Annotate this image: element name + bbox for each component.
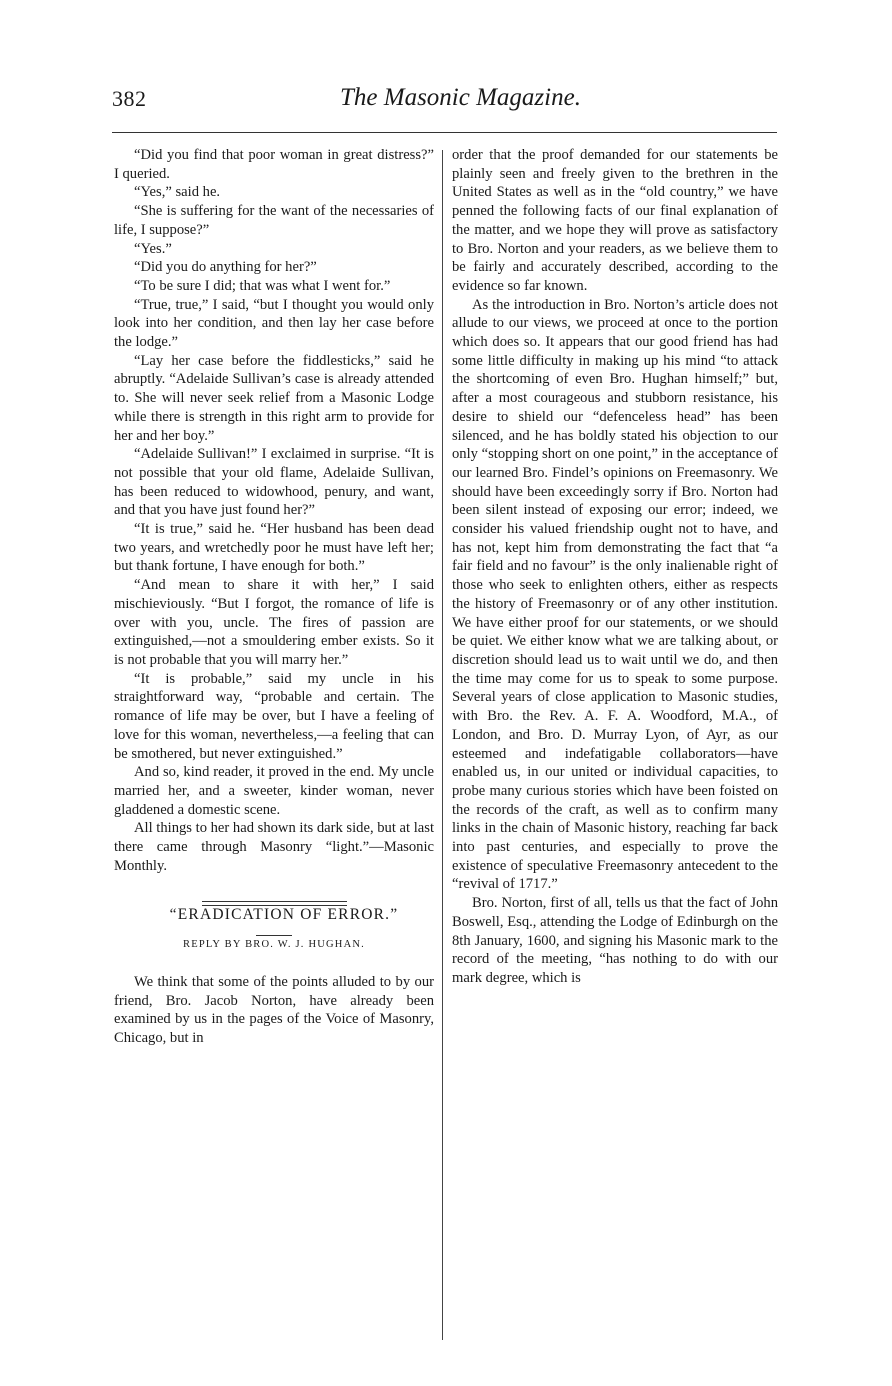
right-column bbox=[452, 146, 778, 988]
left-column bbox=[114, 146, 434, 1048]
paragraph: “Adelaide Sullivan!” I exclaimed in surprise. “It is not possible that your old flame, Adelaide Sullivan, has been reduced to widowhood, penury, and want, and that you have just found her?” bbox=[114, 446, 434, 519]
paragraph: And so, kind reader, it proved in the end. My uncle married her, and a sweeter, kinder woman, never gladdened a domestic scene. bbox=[114, 764, 434, 818]
paragraph: “Yes,” said he. bbox=[134, 184, 221, 201]
paragraph: “To be sure I did; that was what I went for.” bbox=[134, 277, 391, 294]
paragraph: order that the proof demanded for our statements be plainly seen and freely given to the brethren in the United States as well as in the “old country,” we have penned the following facts of our final explanation of the matter, and we hope they will prove as satisfactory to Bro. Norton and your readers, as we believe them to be fairly and accurately described, according to the evidence so far known. bbox=[452, 147, 778, 294]
paragraph: “It is probable,” said my uncle in his straightforward way, “probable and certain. The romance of life may be over, but I have a feeling of love for this woman, nevertheless,—a feeling that can be smothered, but never extinguished.” bbox=[114, 670, 434, 762]
paragraph: “Did you do anything for her?” bbox=[134, 259, 317, 276]
paragraph: “Lay her case before the fiddlesticks,” said he abruptly. “Adelaide Sullivan’s case is already attended to. She will never seek relief from a Masonic Lodge while there is strength in this right arm to provide for her and her boy.” bbox=[114, 352, 434, 444]
paragraph: “And mean to share it with her,” I said mischieviously. “But I forgot, the romance of life is over with you, uncle. The fires of passion are extinguished,—not a smouldering ember exists. So it is not probable that you will marry her.” bbox=[114, 577, 434, 668]
paragraph: “Yes.” bbox=[134, 240, 172, 257]
byline: REPLY BY BRO. W. J. HUGHAN. bbox=[183, 939, 365, 951]
paragraph: “She is suffering for the want of the necessaries of life, I suppose?” bbox=[114, 203, 434, 238]
paragraph: “It is true,” said he. “Her husband has been dead two years, and wretchedly poor he must have left her; but thank fortune, I have enough for both.” bbox=[114, 521, 434, 575]
paragraph: All things to her had shown its dark side, but at last there came through Masonry “light.”—Masonic Monthly. bbox=[114, 820, 434, 874]
article-title: “ERADICATION OF ERROR.” bbox=[169, 906, 399, 924]
header-rule bbox=[112, 132, 777, 133]
column-divider bbox=[442, 150, 443, 1340]
running-title: The Masonic Magazine. bbox=[340, 84, 581, 111]
paragraph: “True, true,” I said, “but I thought you would only look into her condition, and then lay her case before the lodge.” bbox=[114, 296, 434, 351]
paragraph: “Did you find that poor woman in great distress?” I queried. bbox=[114, 147, 434, 182]
intro-paragraph: We think that some of the points alluded to by our friend, Bro. Jacob Norton, have already been examined by us in the pages of the Voice of Masonry, Chicago, but in bbox=[114, 973, 434, 1046]
paragraph: Bro. Norton, first of all, tells us that the fact of John Boswell, Esq., attending the Lodge of Edinburgh on the 8th January, 1600, and signing his Masonic mark to the record of the meeting, “has nothing to do with our mark degree, which is bbox=[452, 895, 778, 986]
page-number: 382 bbox=[112, 86, 147, 111]
paragraph: As the introduction in Bro. Norton’s article does not allude to our views, we proceed at once to the portion which does so. It appears that our good friend has had some little difficulty in making up his mind “to attack the shortcoming of even Bro. Hughan himself;” but, after a most courageous and stubborn resistance, his desire to shield our “defenceless head” has been silenced, and he has boldly stated his objection to our only “stopping short on one point,” in the acceptance of our learned Bro. Findel’s opinions on Freemasonry. We should have been exceedingly sorry if Bro. Norton had been silent instead of exposing our error; indeed, we consider his valued friendship ought not to have, and has not, kept him from demonstrating the fact that “a fair field and no favour” is the only inalienable right of those who seek to enlighten others, either as respects the history of Freemasonry or of any other institution. We have either proof for our statements, or we should be quiet. We either know what we are talking about, or discretion should lead us to wait until we do, and then the time may come for us to speak to some purpose. Several years of close application to Masonic studies, with Bro. the Rev. A. F. A. Woodford, M.A., of London, and Bro. D. Murray Lyon, of Ayr, as our esteemed and indefatigable collaborators—have enabled us, in our united or individual capacities, to probe many curious stories which have been foisted on the records of the craft, as well as to confirm many links in the chain of Masonic history, reaching far back into past centuries, and especially to prove the existence of speculative Freemasonry antecedent to the “revival of 1717.” bbox=[452, 296, 778, 893]
